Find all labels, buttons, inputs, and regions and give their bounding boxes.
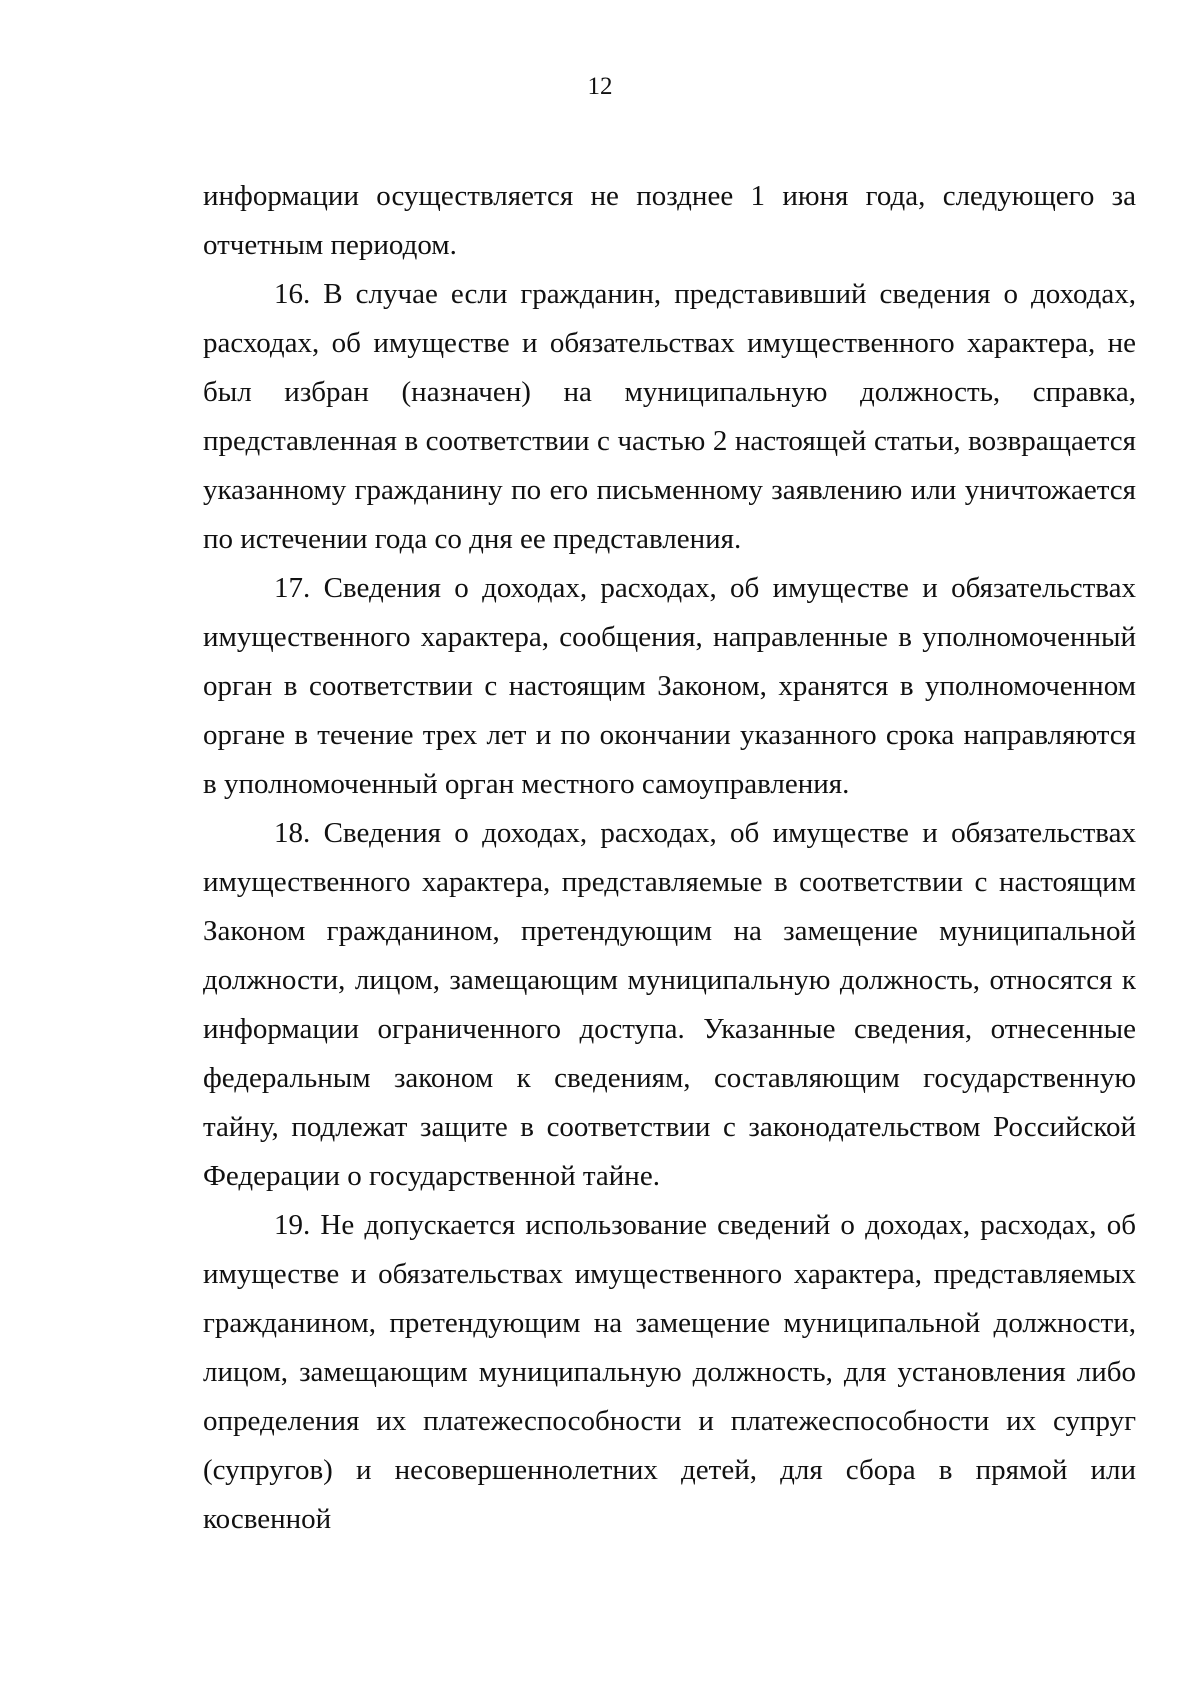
paragraph-continuation: информации осуществляется не позднее 1 июня года, следующего за отчетным периодом.: [203, 180, 1136, 261]
paragraph-item-19: 19. Не допускается использование сведений о доходах, расходах, об имуществе и обязательствах имущественного характера, представляемых гражданином, претендующим на замещение муниципальной должности, лицом, замещающим муниципальную должность, для установления либо определения их платежеспособности и платежеспособности их супруг (супругов) и несовершеннолетних детей, для сбора в прямой или косвенной: [203, 1209, 1136, 1535]
paragraph-item-18: 18. Сведения о доходах, расходах, об имуществе и обязательствах имущественного характера, представляемые в соответствии с настоящим Законом гражданином, претендующим на замещение муниципальной должности, лицом, замещающим муниципальную должность, относятся к информации ограниченного доступа. Указанные сведения, отнесенные федеральным законом к сведениям, составляющим государственную тайну, подлежат защите в соответствии с законодательством Российской Федерации о государственной тайне.: [203, 817, 1136, 1192]
page-number: 12: [587, 73, 613, 100]
paragraph-item-17: 17. Сведения о доходах, расходах, об имуществе и обязательствах имущественного характера, сообщения, направленные в уполномоченный орган в соответствии с настоящим Законом, хранятся в уполномоченном органе в течение трех лет и по окончании указанного срока направляются в уполномоченный орган местного самоуправления.: [203, 572, 1136, 800]
paragraph-item-16: 16. В случае если гражданин, представивший сведения о доходах, расходах, об имуществе и обязательствах имущественного характера, не был избран (назначен) на муниципальную должность, справка, представленная в соответствии с частью 2 настоящей статьи, возвращается указанному гражданину по его письменному заявлению или уничтожается по истечении года со дня ее представления.: [203, 278, 1136, 555]
body-text: [203, 172, 1136, 1544]
